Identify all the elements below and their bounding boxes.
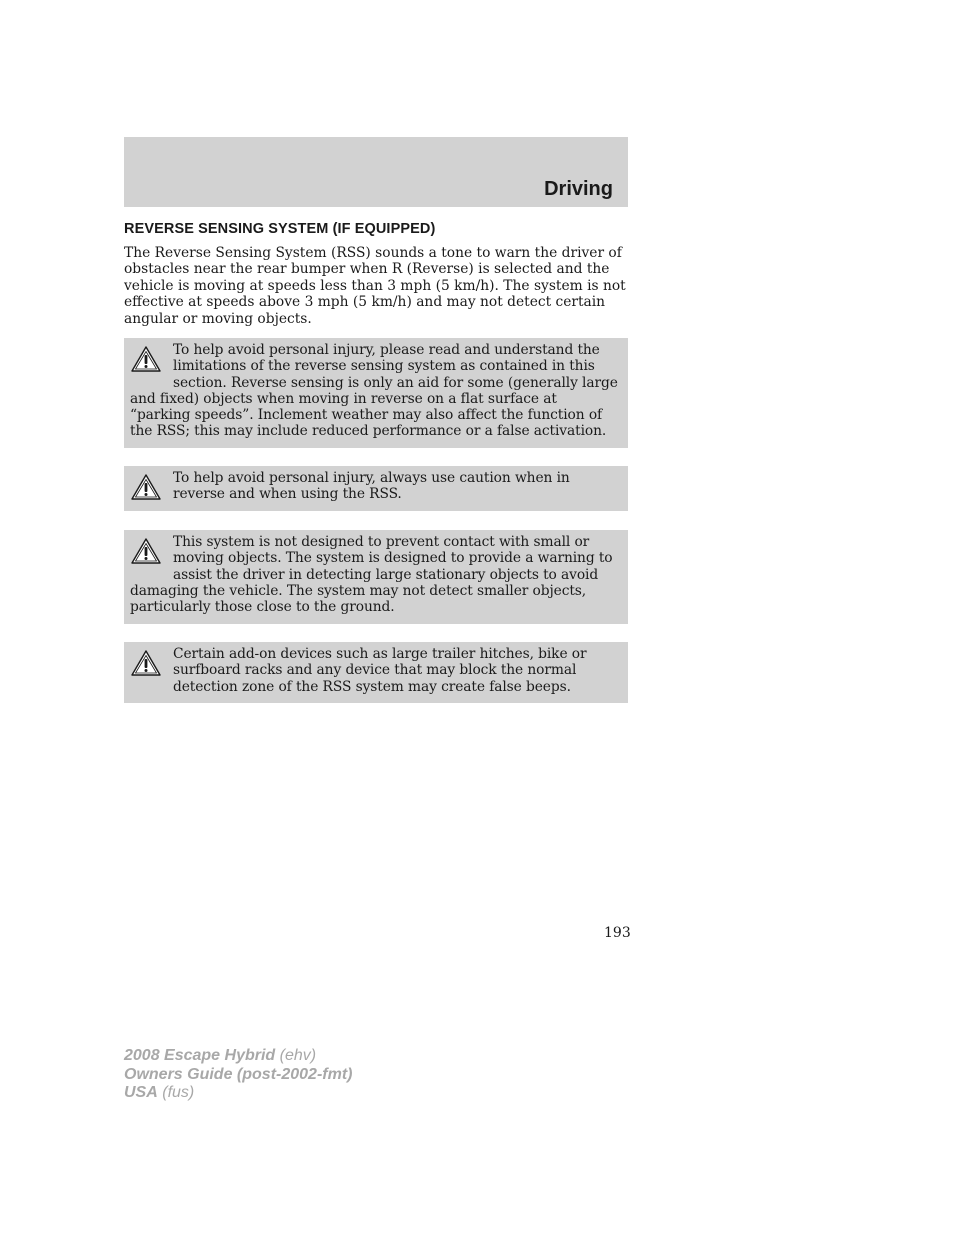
- footer-line-2: [124, 1066, 352, 1085]
- chapter-header-band: [124, 137, 628, 207]
- footer-line-1: [124, 1047, 352, 1066]
- footer-market: USA: [124, 1084, 158, 1101]
- warning-triangle-icon: [130, 537, 162, 565]
- footer-market-code: (fus): [162, 1084, 195, 1101]
- warning-text: To help avoid personal injury, always use caution when in reverse and when using the RSS.: [173, 470, 570, 503]
- warning-text: This system is not designed to prevent contact with small or moving objects. The system is designed to provide a warning to assist the driver in detecting large stationary objects to avoid damaging the vehicle. The system may not detect smaller objects, particularly those close to the ground.: [130, 534, 613, 616]
- warning-text: To help avoid personal injury, please read and understand the limitations of the reverse sensing system as contained in this section. Reverse sensing is only an aid for some (generally large and fixed) objects when moving in reverse on a flat surface at “parking speeds”. Inclement weather may also affect the function of the RSS; this may include reduced performance or a false activation.: [130, 342, 618, 440]
- warning-triangle-icon: [130, 345, 162, 373]
- warning-triangle-icon: [130, 473, 162, 501]
- footer-guide: Owners Guide (post-2002-fmt): [124, 1065, 353, 1083]
- warning-box-1: [124, 338, 628, 448]
- warning-box-3: [124, 530, 628, 624]
- warning-text: Certain add-on devices such as large trailer hitches, bike or surfboard racks and any device that may block the normal detection zone of the RSS system may create false beeps.: [173, 646, 587, 695]
- footer-model-code: (ehv): [279, 1047, 317, 1064]
- warning-box-2: [124, 466, 628, 511]
- intro-paragraph: The Reverse Sensing System (RSS) sounds a tone to warn the driver of obstacles near the rear bumper when R (Reverse) is selected and the vehicle is moving at speeds less than 3 mph (5 km/h). The system is not effective at speeds above 3 mph (5 km/h) and may not detect certain angular or moving objects.: [124, 245, 626, 327]
- footer-model: 2008 Escape Hybrid: [124, 1047, 276, 1064]
- document-footer: [124, 1047, 352, 1103]
- warning-box-4: [124, 642, 628, 703]
- footer-line-3: [124, 1084, 352, 1103]
- warning-triangle-icon: [130, 649, 162, 677]
- section-heading: REVERSE SENSING SYSTEM (IF EQUIPPED): [124, 221, 436, 237]
- page-number: 193: [604, 925, 631, 941]
- chapter-title: Driving: [544, 178, 613, 200]
